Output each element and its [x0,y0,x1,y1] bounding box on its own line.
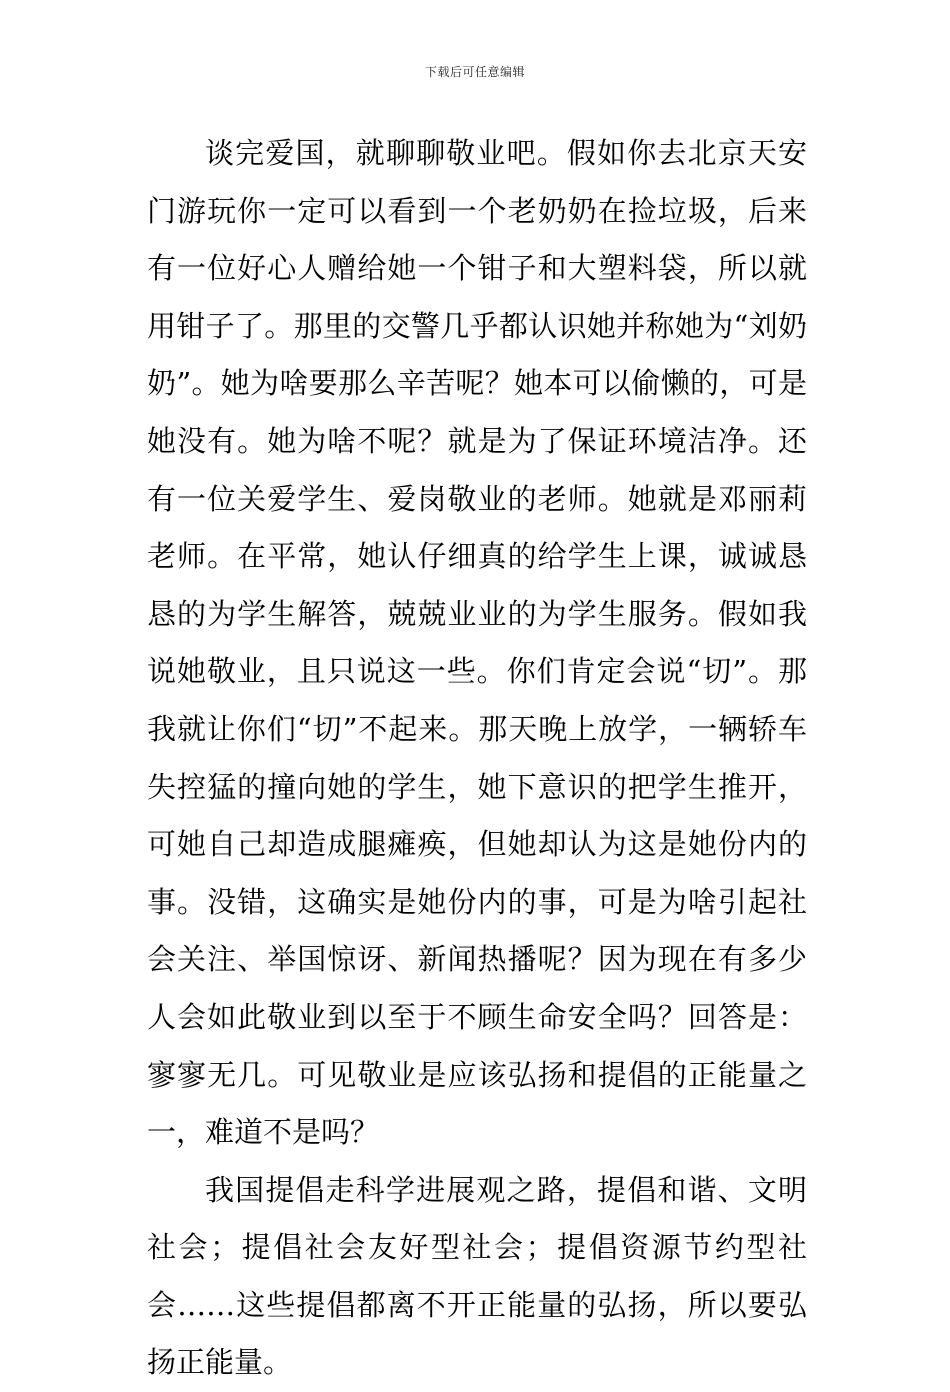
paragraph-conclusion: 我国提倡走科学进展观之路，提倡和谐、文明社会；提倡社会友好型社会；提倡资源节约型社会……这些提倡都离不开正能量的弘扬，所以要弘扬正能量。 [147,1172,807,1380]
document-body [147,125,807,1392]
paragraph-dedication: 谈完爱国，就聊聊敬业吧。假如你去北京天安门游玩你一定可以看到一个老奶奶在捡垃圾，后来有一位好心人赠给她一个钳子和大塑料袋，所以就用钳子了。那里的交警几乎都认识她并称她为“刘奶奶”。她为啥要那么辛苦呢？她本可以偷懒的，可是她没有。她为啥不呢？就是为了保证环境洁净。还有一位关爱学生、爱岗敬业的老师。她就是邓丽莉老师。在平常，她认仔细真的给学生上课，诚诚恳恳的为学生解答，兢兢业业的为学生服务。假如我说她敬业，且只说这一些。你们肯定会说“切”。那我就让你们“切”不起来。那天晚上放学，一辆轿车失控猛的撞向她的学生，她下意识的把学生推开，可她自己却造成腿瘫痪，但她却认为这是她份内的事。没错，这确实是她份内的事，可是为啥引起社会关注、举国惊讶、新闻热播呢？因为现在有多少人会如此敬业到以至于不顾生命安全吗？回答是：寥寥无几。可见敬业是应该弘扬和提倡的正能量之一，难道不是吗？ [147,136,807,1150]
page-header: 下载后可任意编辑 [424,65,525,79]
